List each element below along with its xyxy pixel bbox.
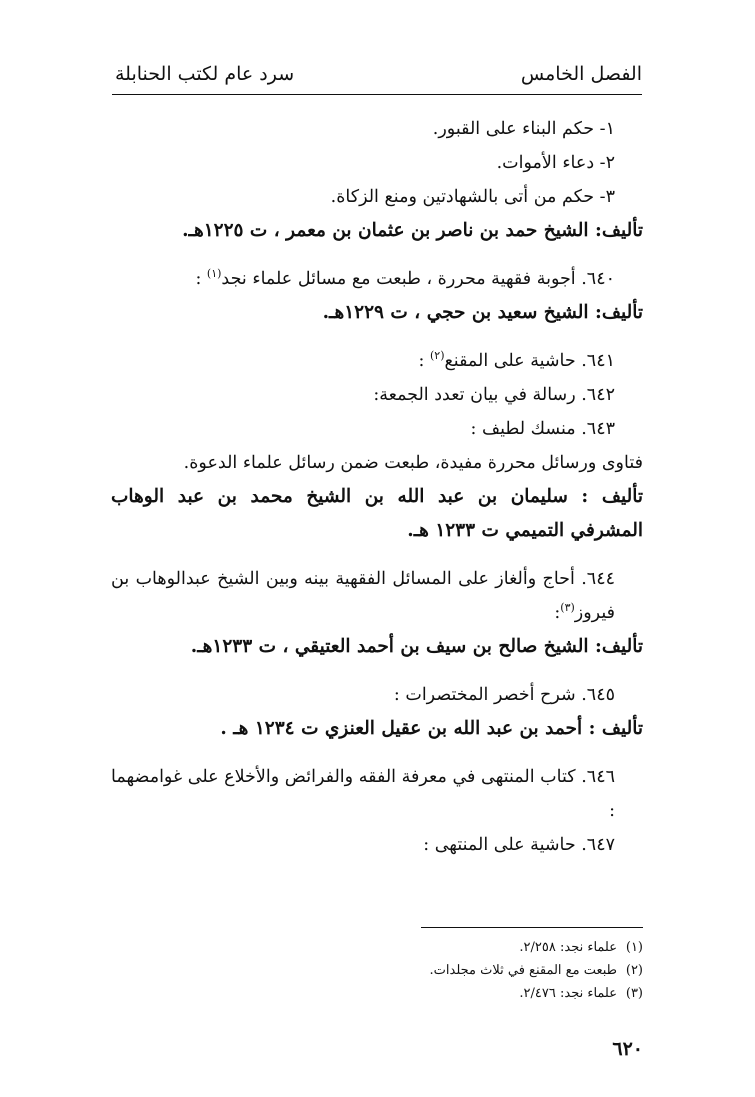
section-heading: سرد عام لكتب الحنابلة [115,63,295,85]
footnote-rule [421,927,643,928]
book-entry: ٦٤٣. منسك لطيف : [470,419,615,439]
book-entry [111,562,643,630]
footnote [343,936,643,959]
footnotes [343,936,643,1005]
author-line: تأليف: الشيخ صالح بن سيف بن أحمد العتيقي ، ت ١٢٣٣هـ. [190,636,643,657]
list-item: ٢- دعاء الأموات. [496,153,615,173]
footnote-text: علماء نجد: ٢/٢٥٨. [519,940,617,955]
page-body [111,112,643,862]
chapter-heading: الفصل الخامس [520,63,642,85]
footnote-text: علماء نجد: ٢/٤٧٦. [519,986,617,1001]
author-line: تأليف: الشيخ سعيد بن حجي ، ت ١٢٢٩هـ. [322,302,643,323]
author-line: تأليف : سليمان بن عبد الله بن الشيخ محمد بن عبد الوهاب المشرفي التميمي ت ١٢٣٣ هـ. [111,486,643,541]
footnote-ref: (١) [206,267,222,281]
book-entry [111,262,643,296]
footnote [343,959,643,982]
page-number: ٦٢٠ [612,1038,643,1060]
footnote [343,982,643,1005]
footnote-number: (١) [625,940,643,955]
footnote-ref: (٢) [429,349,445,363]
book-entry: ٦٤٦. كتاب المنتهى في معرفة الفقه والفرائض والأخلاع على غوامضهما : [111,767,615,821]
entry-text: ٦٤٠. أجوبة فقهية محررة ، طبعت مع مسائل علماء نجد [221,269,615,289]
book-entry: ٦٤٢. رسالة في بيان تعدد الجمعة: [373,385,615,405]
author-line: تأليف: الشيخ حمد بن ناصر بن عثمان بن معمر ، ت ١٢٢٥هـ. [182,220,643,241]
entry-text: ٦٤١. حاشية على المقنع [444,351,615,371]
entry-colon: : [554,603,561,623]
book-entry: ٦٤٥. شرح أخصر المختصرات : [393,685,615,705]
book-entry: فتاوى ورسائل محررة مفيدة، طبعت ضمن رسائل علماء الدعوة. [183,453,643,473]
footnote-number: (٣) [625,986,643,1001]
footnote-ref: (٣) [560,601,575,615]
author-line: تأليف : أحمد بن عبد الله بن عقيل العنزي ت ١٢٣٤ هـ . [220,718,643,739]
list-item: ٣- حكم من أتى بالشهادتين ومنع الزكاة. [330,187,615,207]
entry-text: ٦٤٤. أحاج وألغاز على المسائل الفقهية بينه وبين الشيخ عبدالوهاب بن فيروز [111,569,615,623]
book-entry [111,344,643,378]
header-rule [112,94,642,95]
footnote-text: طبعت مع المقنع في ثلاث مجلدات. [429,963,617,978]
entry-colon: : [418,351,430,371]
list-item: ١- حكم البناء على القبور. [432,119,615,139]
entry-colon: : [195,269,207,289]
footnote-number: (٢) [625,963,643,978]
book-entry: ٦٤٧. حاشية على المنتهى : [423,835,615,855]
